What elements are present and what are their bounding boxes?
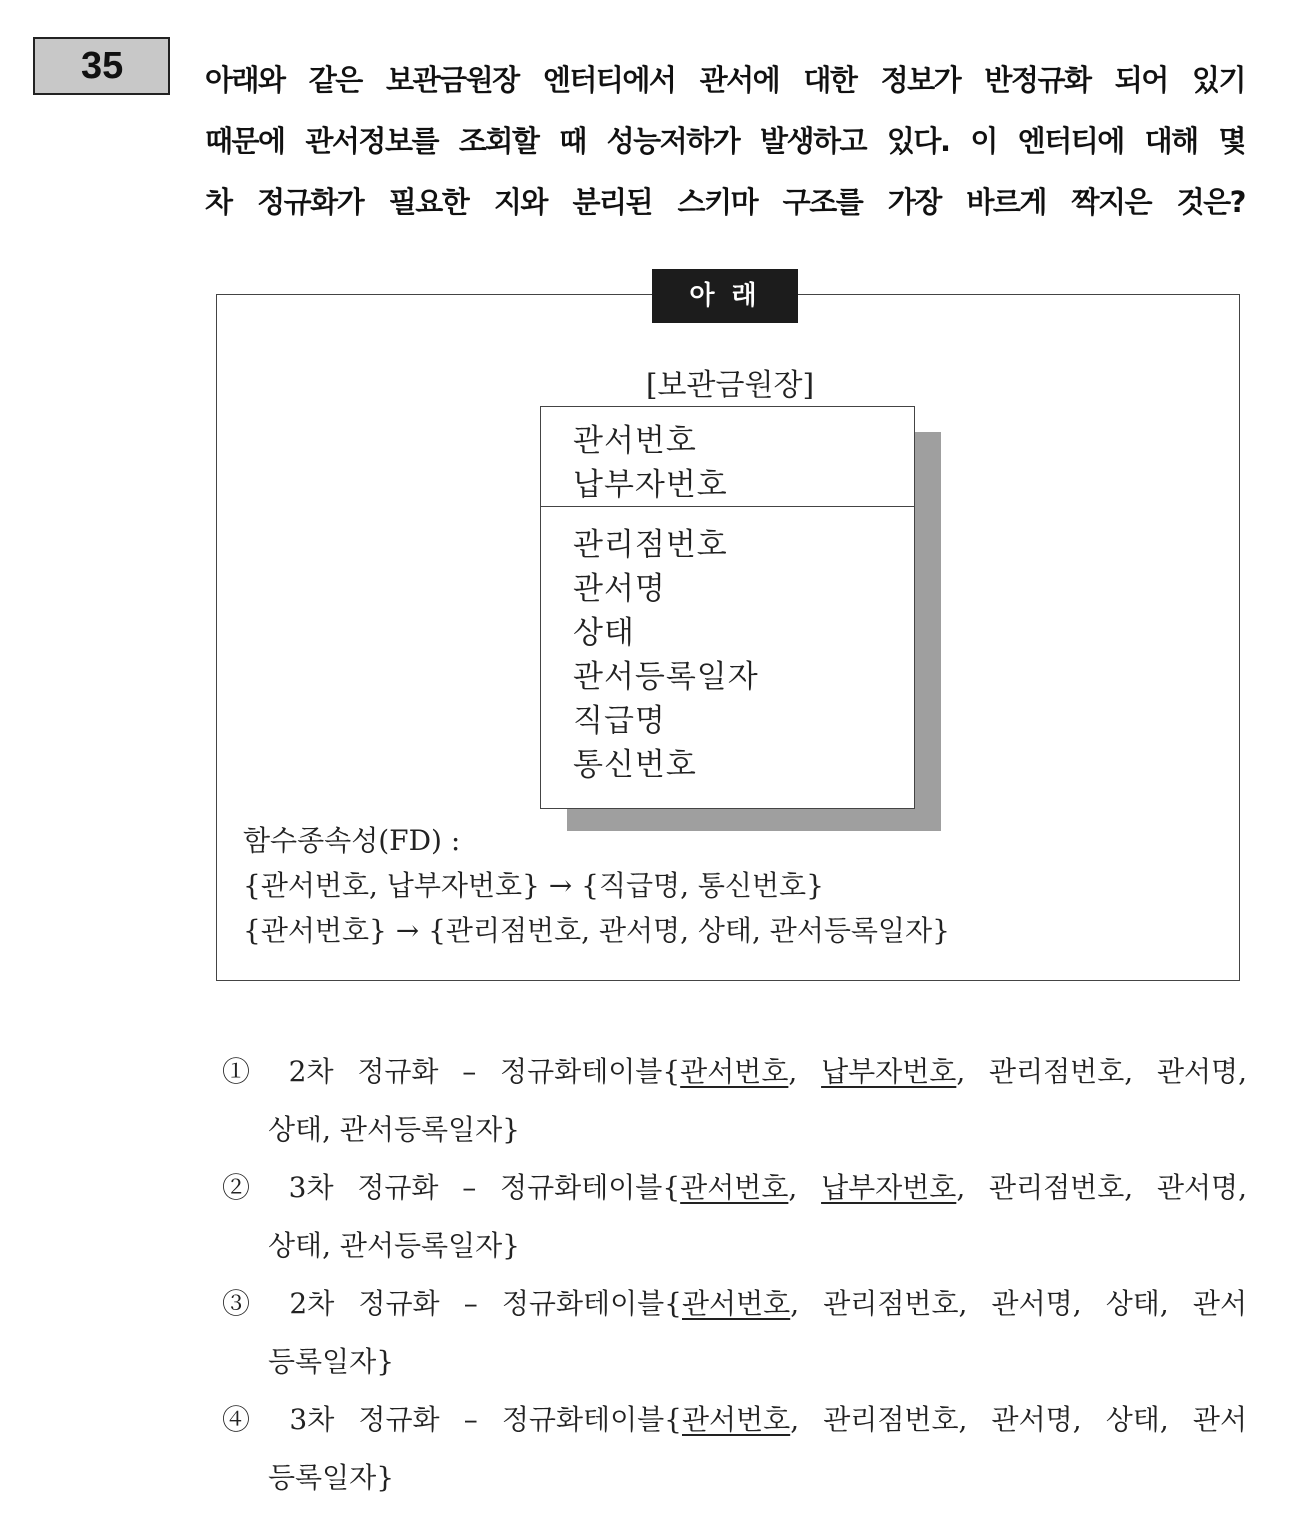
question-line-2: 때문에 관서정보를 조회할 때 성능저하가 발생하고 있다. 이 엔터티에 대해 몇 (205, 124, 1245, 158)
entity-name: [보관금원장] (645, 368, 815, 403)
fd-line-2: {관서번호} → {관리점번호, 관서명, 상태, 관서등록일자} (243, 914, 950, 947)
choice-continuation: 등록일자} (268, 1461, 395, 1494)
fd-title: 함수종속성(FD) : (243, 824, 461, 857)
choice-text: , (788, 1055, 822, 1088)
choice-text: 3차 정규화 – 정규화테이블{ (264, 1171, 681, 1204)
choice-2[interactable] (222, 1159, 1247, 1275)
choice-1[interactable] (222, 1043, 1247, 1159)
choice-text: 3차 정규화 – 정규화테이블{ (265, 1403, 682, 1436)
underlined-key: 관서번호 (680, 1055, 789, 1088)
choice-text: , 관리점번호, 관서명, (956, 1171, 1247, 1204)
underlined-key: 관서번호 (682, 1403, 791, 1436)
choice-marker: ③ (222, 1287, 266, 1320)
question-line-1: 아래와 같은 보관금원장 엔터티에서 관서에 대한 정보가 반정규화 되어 있기 (205, 63, 1245, 97)
entity-attribute: 통신번호 (573, 747, 697, 783)
entity-attribute: 관리점번호 (573, 527, 728, 563)
question-number: 35 (33, 37, 170, 95)
question-line-3: 차 정규화가 필요한 지와 분리된 스키마 구조를 가장 바르게 짝지은 것은? (205, 185, 1245, 219)
choice-continuation: 상태, 관서등록일자} (268, 1229, 521, 1262)
choice-marker: ① (222, 1055, 265, 1088)
entity-diagram (540, 406, 915, 809)
entity-attribute: 관서등록일자 (573, 659, 759, 695)
choice-text: 2차 정규화 – 정규화테이블{ (264, 1055, 681, 1088)
answer-choices (222, 1043, 1247, 1507)
choice-continuation: 등록일자} (268, 1345, 395, 1378)
choice-text: , (788, 1171, 822, 1204)
entity-attribute-section (541, 507, 914, 787)
entity-key-section (541, 407, 914, 507)
reference-box-label: 아 래 (652, 269, 798, 323)
functional-dependencies (243, 818, 1203, 953)
fd-line-1: {관서번호, 납부자번호} → {직급명, 통신번호} (243, 869, 824, 902)
choice-text: , 관리점번호, 관서명, 상태, 관서 (790, 1287, 1247, 1320)
underlined-key: 관서번호 (680, 1171, 789, 1204)
underlined-key: 납부자번호 (821, 1055, 957, 1088)
choice-text: , 관리점번호, 관서명, (956, 1055, 1247, 1088)
choice-continuation: 상태, 관서등록일자} (268, 1113, 521, 1146)
choice-4[interactable] (222, 1391, 1247, 1507)
underlined-key: 납부자번호 (821, 1171, 957, 1204)
entity-key-2: 납부자번호 (573, 467, 728, 503)
choice-text: , 관리점번호, 관서명, 상태, 관서 (790, 1403, 1247, 1436)
entity-attribute: 상태 (573, 615, 635, 651)
choice-marker: ④ (222, 1403, 266, 1436)
choice-3[interactable] (222, 1275, 1247, 1391)
underlined-key: 관서번호 (682, 1287, 791, 1320)
choice-text: 2차 정규화 – 정규화테이블{ (265, 1287, 682, 1320)
entity-attribute: 관서명 (573, 571, 666, 607)
question-text (205, 50, 1245, 233)
entity-attribute: 직급명 (573, 703, 666, 739)
entity-key-1: 관서번호 (573, 423, 697, 459)
choice-marker: ② (222, 1171, 265, 1204)
